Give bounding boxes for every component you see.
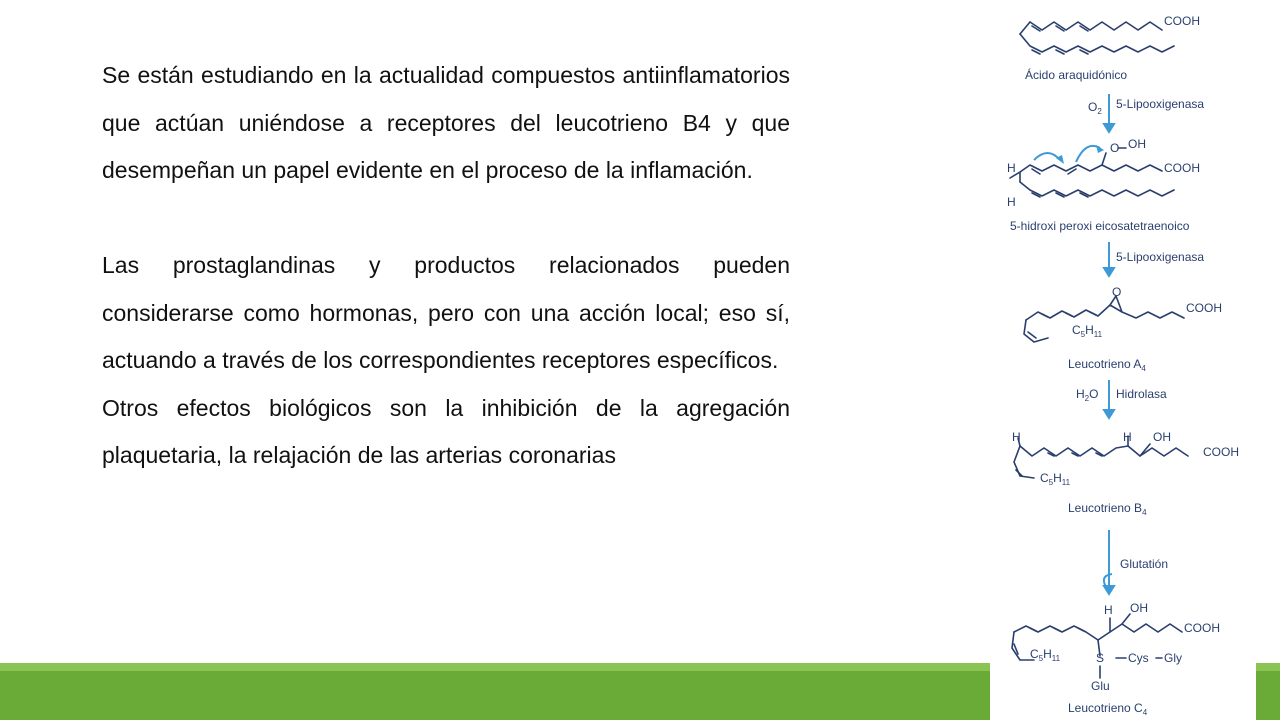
c5h11-c4: $C_5H_{11}$ [1030, 647, 1061, 663]
h-left-b4: H [1012, 430, 1021, 444]
sulfur-s: S [1096, 651, 1105, 665]
arachidonic-acid-structure [1020, 22, 1174, 54]
peroxide-o: O [1110, 141, 1120, 155]
cooh-5: COOH [1184, 621, 1220, 635]
h-c4: H [1104, 603, 1113, 617]
cys-label: Cys [1128, 651, 1149, 665]
hpete-structure [1010, 148, 1174, 197]
step-1-enzyme: 5-Lipooxigenasa [1116, 97, 1205, 111]
glu-label: Glu [1091, 679, 1110, 693]
paragraph-1: Se están estudiando en la actualidad compuestos antiinflamatorios que actúan uniéndose a receptores del leucotrieno B4 y que desempeñan un papel evidente en el proceso de la inflamación. [102, 62, 790, 183]
compound-2-name: 5-hidroxi peroxi eicosatetraenoico [1010, 219, 1190, 233]
step-4-reagent: Glutatión [1120, 557, 1169, 571]
compound-4-name: Leucotrieno $B_4$ [1068, 501, 1147, 517]
step-1-cofactor: $O_2$ [1088, 100, 1102, 116]
h-bottom: H [1007, 195, 1016, 209]
c5h11-a4: $C_5H_{11}$ [1072, 323, 1103, 339]
arrow-step-2 [1104, 242, 1114, 276]
cooh-4: COOH [1203, 445, 1239, 459]
cooh-1: COOH [1164, 14, 1200, 28]
leukotriene-pathway-figure [990, 0, 1256, 720]
pathway-svg [990, 0, 1256, 720]
leukotriene-a4-structure [1024, 296, 1184, 342]
h-right-b4: H [1123, 430, 1132, 444]
main-text [102, 52, 790, 480]
oh-b4: OH [1153, 430, 1171, 444]
cooh-3: COOH [1186, 301, 1222, 315]
epoxide-o: O [1112, 285, 1122, 299]
step-2-enzyme: 5-Lipooxigenasa [1116, 250, 1205, 264]
cooh-2: COOH [1164, 161, 1200, 175]
oh-c4: OH [1130, 601, 1148, 615]
arrow-step-3 [1104, 380, 1114, 418]
paragraph-3: Otros efectos biológicos son la inhibición de la agregación plaquetaria, la relajación de las arterias coronarias [102, 394, 790, 468]
h-top: H [1007, 161, 1016, 175]
paragraph-2: Las prostaglandinas y productos relacionados pueden considerarse como hormonas, pero con una acción local; eso sí, actuando a través de los correspondientes receptores específicos. [102, 252, 790, 373]
step-3-cofactor: $H_2O$ [1076, 387, 1099, 403]
peroxide-oh: OH [1128, 137, 1146, 151]
compound-1-name: Ácido araquidónico [1025, 68, 1128, 82]
compound-5-name: Leucotrieno $C_4$ [1068, 701, 1148, 717]
gly-label: Gly [1164, 651, 1182, 665]
pathway-labels [1007, 14, 1239, 717]
compound-3-name: Leucotrieno $A_4$ [1068, 357, 1146, 373]
step-3-enzyme: Hidrolasa [1116, 387, 1167, 401]
leukotriene-c4-structure [1012, 614, 1182, 678]
arrow-step-1 [1104, 94, 1114, 132]
c5h11-b4: $C_5H_{11}$ [1040, 471, 1071, 487]
